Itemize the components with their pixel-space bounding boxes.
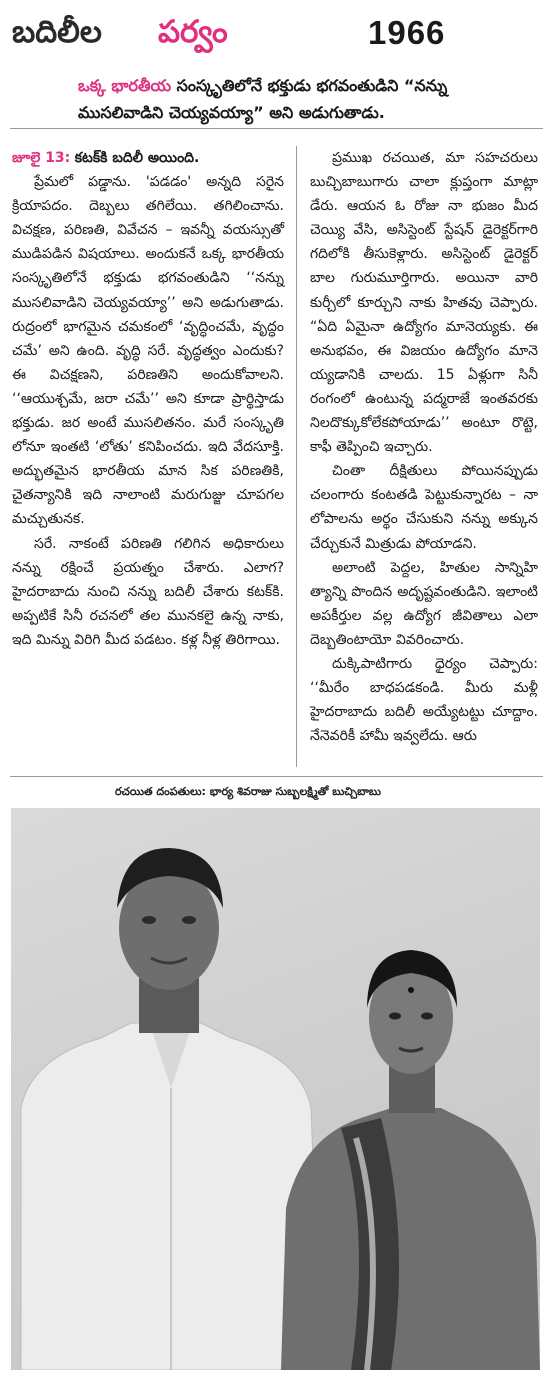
photo-caption: రచయిత దంపతులు: భార్య శివరాజు సుబ్బలక్ష్మితో బుచ్చిబాబు <box>115 785 381 798</box>
deck-quote <box>78 72 538 126</box>
deck-highlight: ఒక్క భారతీయ <box>78 76 172 95</box>
woman-figure <box>281 950 540 1370</box>
section-title-part1: బదిలీల <box>12 14 102 50</box>
body-paragraph: ప్రముఖ రచయిత, మా సహచరులు బుచ్చిబాబుగారు చాలా క్లుప్తంగా మాట్లా డేరు. ఆయన ఓ రోజు నా భుజం మీద చెయ్యి వేసి, అసిస్టెంట్ స్టేషన్ డైరెక్టర్‌గారి గదిలోకి తీసుకెళ్లారు. అసిస్టెంట్ డైరెక్టర్ బాల గురుమూర్తిగారు. అయినా వారి కుర్చీలో కూర్చుని నాకు హితవు చెప్పారు. “ఏది ఏమైనా ఉద్యోగం మానెయ్యకు. ఈ అనుభవం, ఈ విజయం ఉద్యోగం మానె య్యడానికి చాలదు. 15 ఏళ్లుగా సినీ రంగంలో ఉంటున్న పద్మరాజే ఇంతవరకు నిలదొక్కుకోలేకపోయాడు’’ అంటూ రొట్టె, కాఫీ తెప్పించి ఇచ్చారు. <box>310 150 538 456</box>
year-label: 1966 <box>368 14 446 51</box>
body-paragraph: దుక్కిపాటిగారు ధైర్యం చెప్పారు: ‘‘మీరేం బాధపడకండి. మీరు మళ్లీ హైదరాబాదు బదిలీ అయ్యేటట్టు చూద్దాం. నేనెవరికీ హామీ ఇవ్వలేదు. ఆరు <box>310 655 538 745</box>
caption-divider <box>10 776 543 777</box>
section-title-part2: పర్వం <box>158 14 228 50</box>
right-column <box>310 146 538 748</box>
body-paragraph: అలాంటి పెద్దల, హితుల సాన్నిహి త్యాన్ని పొందిన అదృష్టవంతుడిని. ఇలాంటి అపకీర్తుల వల్ల ఉద్యోగ జీవితాలు ఎలా దెబ్బతింటాయో వివరించారు. <box>310 559 538 648</box>
photo-illustration <box>11 808 540 1370</box>
column-divider <box>296 146 297 767</box>
body-paragraph: సరే. నాకంటే పరిణతి గలిగిన అధికారులు నన్ను రక్షించే ప్రయత్నం చేశారు. ఎలాగ? హైదరాబాదు నుంచి నన్ను బదిలీ చేశారు కటక్‌కి. అప్పటికే సినీ రచనలో తల మునకలై ఉన్న నాకు, ఇది మిన్ను విరిగి మీద పడటం. కళ్ల నీళ్ల తిరిగాయి. <box>12 535 284 648</box>
left-column <box>12 146 284 652</box>
dateline-text: కటక్‌కి బదిలీ అయింది. <box>74 150 200 166</box>
body-paragraph: ప్రేమలో పడ్డాను. 'పడడం' అన్నది సరైన క్రియాపదం. దెబ్బలు తగిలేయి. తగిలించాను. విచక్షణ, పరిణతి, వివేచన – ఇవన్నీ వయస్సుతో ముడిపడిన విషయాలు. అందుకనే ఒక్క భారతీయ సంస్కృతిలోనే భక్తుడు భగవంతుడిని ‘‘నన్ను ముసలివాడిని చెయ్యవయ్యా’’ అని అడుగుతాడు. రుద్రంలో భాగమైన చమకంలో ‘వృద్ధించమే, వృద్ధం చమే’ అని ఉంది. వృద్ధి సరే. వృద్ధత్వం ఎందుకు? ఈ విచక్షణని, పరిణతిని అందుకోవాలని. ‘‘ఆయుశ్చమే, జరా చమే’’ అని కూడా ప్రార్థిస్తాడు భక్తుడు. జర అంటే ముసలితనం. మరే సంస్కృతి లోనూ ఇంతటి ‘లోతు’ కనిపించదు. ఇది వేదసూక్తి. అద్భుతమైన భారతీయ మాన సిక పరిణతికి, చైతన్యానికి ఇది నాలాంటి మరుగుజ్జు చూపగల మచ్చుతునక. <box>12 174 284 528</box>
body-paragraph: చింతా దీక్షితులు పోయినప్పుడు చలంగారు కంటతడి పెట్టుకున్నారట – నా లోపాలను అర్థం చేసుకుని నన్ను అక్కున చేర్చుకునే మిత్రుడు పోయాడని. <box>310 463 538 552</box>
dateline-label: జూలై 13: <box>12 150 71 166</box>
deck-text: సంస్కృతిలోనే భక్తుడు భగవంతుడిని “నన్ను ముసలివాడిని చెయ్యవయ్యా” అని అడుగుతాడు. <box>78 76 448 122</box>
top-divider <box>10 128 543 129</box>
page-header <box>0 0 554 62</box>
dateline <box>12 146 284 170</box>
couple-photograph <box>11 808 540 1370</box>
man-figure <box>21 848 321 1370</box>
